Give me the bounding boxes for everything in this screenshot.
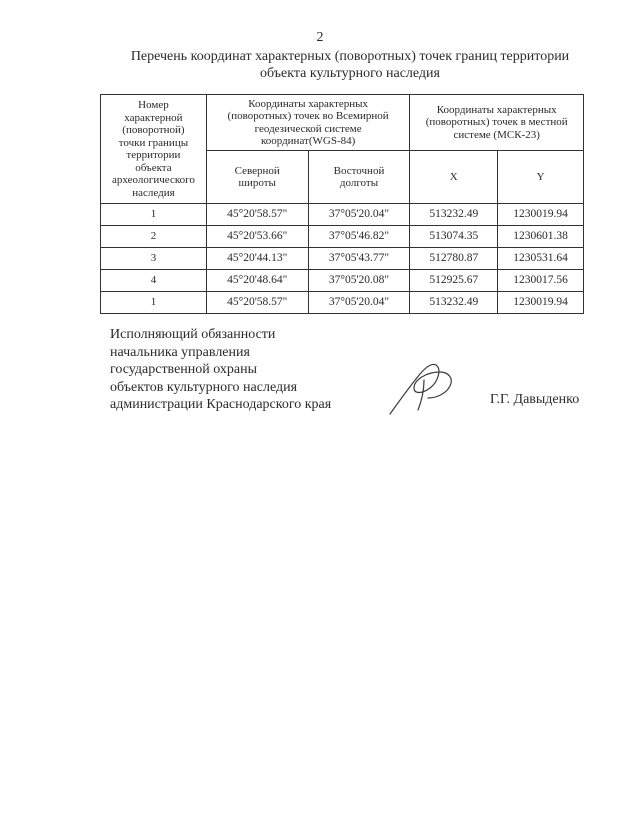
table-row (101, 204, 584, 226)
header-x: X (410, 151, 498, 204)
cell-point-number: 4 (101, 270, 207, 292)
cell-point-number: 1 (101, 292, 207, 314)
cell-longitude: 37°05'43.77" (308, 248, 410, 270)
cell-longitude: 37°05'20.04" (308, 204, 410, 226)
header-msk23: Координаты характерных (поворотных) точек в местной системе (МСК-23) (410, 95, 584, 151)
header-longitude: Восточной долготы (308, 151, 410, 204)
cell-y: 1230019.94 (498, 204, 584, 226)
cell-longitude: 37°05'20.08" (308, 270, 410, 292)
cell-latitude: 45°20'58.57" (206, 292, 308, 314)
table-row (101, 292, 584, 314)
cell-point-number: 2 (101, 226, 207, 248)
cell-y: 1230531.64 (498, 248, 584, 270)
cell-longitude: 37°05'46.82" (308, 226, 410, 248)
position-line: государственной охраны (110, 362, 258, 377)
position-line: администрации Краснодарского края (110, 397, 332, 412)
handwritten-signature (384, 360, 464, 416)
table-row (101, 248, 584, 270)
header-latitude: Северной широты (206, 151, 308, 204)
cell-x: 512780.87 (410, 248, 498, 270)
page-number: 2 (316, 30, 324, 45)
header-wgs84: Координаты характерных (поворотных) точек во Всемирной геодезической системе координат(WGS-84) (206, 95, 410, 151)
table-row (101, 226, 584, 248)
cell-point-number: 3 (101, 248, 207, 270)
cell-x: 513232.49 (410, 204, 498, 226)
signatory-position (110, 326, 331, 414)
cell-latitude: 45°20'44.13" (206, 248, 308, 270)
cell-longitude: 37°05'20.04" (308, 292, 410, 314)
table-row (101, 270, 584, 292)
position-line: начальника управления (110, 344, 250, 360)
title-line-2: объекта культурного наследия (260, 66, 440, 81)
cell-point-number: 1 (101, 204, 207, 226)
cell-latitude: 45°20'48.64" (206, 270, 308, 292)
position-line: объектов культурного наследия (110, 379, 298, 395)
cell-y: 1230601.38 (498, 226, 584, 248)
cell-y: 1230019.94 (498, 292, 584, 314)
position-line: Исполняющий обязанности (110, 327, 276, 342)
cell-x: 513232.49 (410, 292, 498, 314)
cell-x: 512925.67 (410, 270, 498, 292)
title-line-1: Перечень координат характерных (поворотных) точек границ территории (130, 49, 570, 64)
cell-latitude: 45°20'53.66" (206, 226, 308, 248)
cell-latitude: 45°20'58.57" (206, 204, 308, 226)
cell-x: 513074.35 (410, 226, 498, 248)
header-y: Y (498, 151, 584, 204)
document-title (90, 48, 610, 82)
signer-name: Г.Г. Давыденко (490, 392, 580, 407)
header-point-number: Номер характерной (поворотной) точки границы территории объекта археологического наследия (101, 95, 207, 204)
coordinates-table (100, 94, 584, 314)
cell-y: 1230017.56 (498, 270, 584, 292)
